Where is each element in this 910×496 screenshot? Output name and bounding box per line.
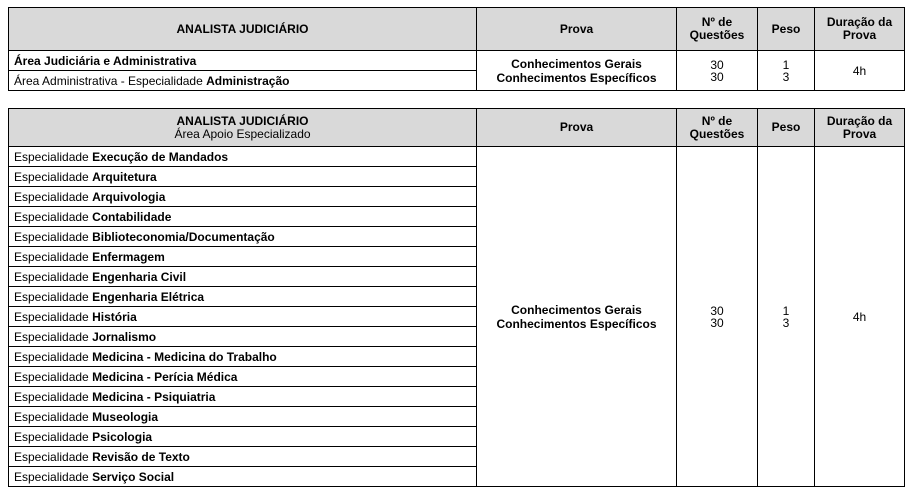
duracao-cell: 4h xyxy=(815,51,905,91)
especialidade-name: Medicina - Perícia Médica xyxy=(92,369,238,384)
especialidade-prefix: Especialidade xyxy=(14,289,93,304)
especialidade-name: Jornalismo xyxy=(92,329,157,344)
especialidade-cell xyxy=(9,187,477,207)
header-num-questoes: Nº de Questões xyxy=(677,109,758,147)
especialidade-name: História xyxy=(92,309,137,324)
especialidade-name: Medicina - Psiquiatria xyxy=(92,389,216,404)
area-cell xyxy=(9,71,477,91)
table-row xyxy=(9,51,905,71)
prova-cell xyxy=(477,147,677,487)
especialidade-prefix: Especialidade xyxy=(14,169,93,184)
table-header-row xyxy=(9,109,905,147)
especialidade-cell xyxy=(9,467,477,487)
header-duracao: Duração da Prova xyxy=(815,109,905,147)
especialidade-prefix: Especialidade xyxy=(14,469,93,484)
prova-gerais: Conhecimentos Gerais xyxy=(511,56,642,71)
especialidade-prefix: Especialidade xyxy=(14,349,93,364)
header-prova: Prova xyxy=(477,8,677,51)
especialidade-cell xyxy=(9,207,477,227)
especialidade-cell xyxy=(9,407,477,427)
questoes-line: 30 xyxy=(710,303,724,318)
especialidade-name: Serviço Social xyxy=(92,469,175,484)
especialidade-cell xyxy=(9,287,477,307)
especialidade-prefix: Especialidade xyxy=(14,329,93,344)
header-peso: Peso xyxy=(758,109,815,147)
especialidade-cell xyxy=(9,267,477,287)
especialidade-name: Biblioteconomia/Documentação xyxy=(92,229,275,244)
prova-line: Conhecimentos Específicos xyxy=(496,316,657,331)
header-duracao: Duração da Prova xyxy=(815,8,905,51)
especialidade-cell xyxy=(9,447,477,467)
questoes-line: 30 xyxy=(710,315,724,330)
table-header-row xyxy=(9,8,905,51)
especialidade-cell xyxy=(9,147,477,167)
questoes-especificos: 30 xyxy=(710,69,724,84)
peso-line: 1 xyxy=(782,303,790,318)
especialidade-name: Museologia xyxy=(92,409,159,424)
questoes-cell xyxy=(677,147,758,487)
header-prova: Prova xyxy=(477,109,677,147)
table-row xyxy=(9,147,905,167)
peso-especificos: 3 xyxy=(782,69,790,84)
especialidade-name: Engenharia Civil xyxy=(92,269,187,284)
questoes-gerais: 30 xyxy=(710,57,724,72)
area-cell xyxy=(9,51,477,71)
especialidade-prefix: Especialidade xyxy=(14,249,93,264)
especialidades-body xyxy=(9,147,905,487)
especialidade-name: Psicologia xyxy=(92,429,153,444)
header-num-questoes: Nº de Questões xyxy=(677,8,758,51)
especialidade-name: Arquitetura xyxy=(92,169,157,184)
prova-cell xyxy=(477,51,677,91)
especialidade-cell xyxy=(9,347,477,367)
header-cargo xyxy=(9,109,477,147)
prova-line: Conhecimentos Gerais xyxy=(511,302,642,317)
especialidade-cell xyxy=(9,367,477,387)
especialidade-cell xyxy=(9,427,477,447)
area-especialidade: Administração xyxy=(206,73,290,88)
especialidade-prefix: Especialidade xyxy=(14,149,93,164)
especialidade-name: Arquivologia xyxy=(92,189,166,204)
questoes-cell xyxy=(677,51,758,91)
especialidade-cell xyxy=(9,227,477,247)
especialidade-prefix: Especialidade xyxy=(14,429,93,444)
duracao-cell: 4h xyxy=(815,147,905,487)
header-peso: Peso xyxy=(758,8,815,51)
peso-cell xyxy=(758,51,815,91)
header-cargo: ANALISTA JUDICIÁRIO xyxy=(9,8,477,51)
especialidade-name: Enfermagem xyxy=(92,249,165,264)
especialidade-name: Medicina - Medicina do Trabalho xyxy=(92,349,277,364)
especialidade-prefix: Especialidade xyxy=(14,209,93,224)
peso-cell xyxy=(758,147,815,487)
area-prefix: Área Administrativa - Especialidade xyxy=(14,73,207,88)
header-cargo-title: ANALISTA JUDICIÁRIO xyxy=(176,113,309,128)
especialidade-cell xyxy=(9,167,477,187)
especialidade-name: Revisão de Texto xyxy=(92,449,190,464)
especialidade-prefix: Especialidade xyxy=(14,409,93,424)
peso-line: 3 xyxy=(782,315,790,330)
especialidade-cell xyxy=(9,307,477,327)
especialidade-name: Engenharia Elétrica xyxy=(92,289,205,304)
exam-table-apoio-especializado xyxy=(8,108,905,487)
especialidade-name: Execução de Mandados xyxy=(92,149,229,164)
especialidade-prefix: Especialidade xyxy=(14,449,93,464)
especialidade-prefix: Especialidade xyxy=(14,269,93,284)
especialidade-prefix: Especialidade xyxy=(14,309,93,324)
exam-table-analista xyxy=(8,7,905,91)
especialidade-cell xyxy=(9,247,477,267)
prova-especificos: Conhecimentos Específicos xyxy=(496,70,657,85)
especialidade-name: Contabilidade xyxy=(92,209,172,224)
especialidade-prefix: Especialidade xyxy=(14,369,93,384)
area-name: Área Judiciária e Administrativa xyxy=(14,53,197,68)
especialidade-prefix: Especialidade xyxy=(14,229,93,244)
especialidade-prefix: Especialidade xyxy=(14,389,93,404)
peso-gerais: 1 xyxy=(782,57,790,72)
header-cargo-subtitle: Área Apoio Especializado xyxy=(174,126,311,141)
especialidade-cell xyxy=(9,387,477,407)
especialidade-prefix: Especialidade xyxy=(14,189,93,204)
especialidade-cell xyxy=(9,327,477,347)
